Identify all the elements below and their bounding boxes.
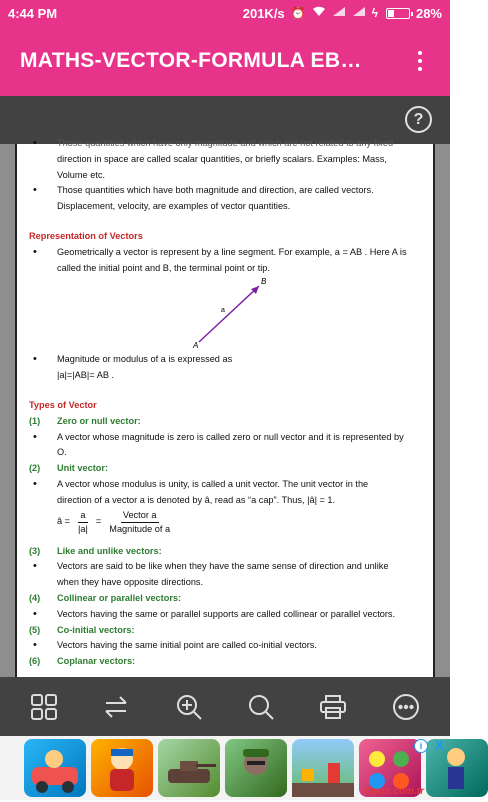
status-bar xyxy=(0,0,450,26)
paragraph-line: O. xyxy=(57,447,67,458)
paragraph-line: when they have opposite directions. xyxy=(57,577,204,588)
ad-brand-label: Oyun.com.tr xyxy=(365,786,424,797)
numbered-heading xyxy=(29,591,423,607)
paragraph-line: A vector whose modulus is unity, is called a unit vector. The unit vector in the xyxy=(57,478,369,489)
document-content xyxy=(29,136,423,670)
signal-icon xyxy=(332,6,346,20)
vector-arrow-diagram xyxy=(29,276,423,352)
list-item xyxy=(29,352,423,384)
item-title: Like and unlike vectors: xyxy=(57,545,162,556)
vector-figure xyxy=(29,276,423,352)
network-speed: 201K/s xyxy=(242,5,285,21)
numbered-heading xyxy=(29,654,423,670)
wifi-icon xyxy=(312,6,326,20)
list-item xyxy=(29,559,423,591)
list-item xyxy=(29,477,423,509)
paragraph-line: direction in space are called scalar quantities, or briefly scalars. Examples: Mass, xyxy=(57,153,387,164)
ad-tile-runner[interactable] xyxy=(91,739,153,797)
numbered-heading xyxy=(29,414,423,430)
ad-banner[interactable] xyxy=(0,736,450,800)
paragraph-line: Volume etc. xyxy=(57,169,106,180)
list-item xyxy=(29,245,423,277)
bullet-icon: • xyxy=(33,430,37,443)
app-title: MATHS-VECTOR-FORMULA EB… xyxy=(20,49,362,72)
item-title: Co-initial vectors: xyxy=(57,624,135,635)
paragraph-line: Vectors are said to be like when they have the same sense of direction and unlike xyxy=(57,561,389,572)
formula: a = AB . Here A is xyxy=(334,246,407,257)
item-number: (2) xyxy=(29,463,41,474)
more-options-icon[interactable] xyxy=(386,687,426,727)
item-number: (1) xyxy=(29,415,41,426)
bullet-icon: • xyxy=(33,353,37,366)
item-title: Coplanar vectors: xyxy=(57,656,136,667)
paragraph-line: Those quantities which have both magnitude and direction, are called vectors. xyxy=(57,185,374,196)
ad-tile-tank[interactable] xyxy=(158,739,220,797)
paragraph-line: Vectors having the same or parallel supports are called collinear or parallel vectors. xyxy=(57,608,396,619)
list-item xyxy=(29,607,423,623)
help-button[interactable]: ? xyxy=(405,106,432,133)
bullet-icon: • xyxy=(33,560,37,573)
bullet-icon: • xyxy=(33,184,37,197)
ad-tile-platformer[interactable] xyxy=(292,739,354,797)
paragraph-line: called the initial point and B, the terminal point or tip. xyxy=(57,262,270,273)
paragraph-line: Displacement, velocity, are examples of vector quantities. xyxy=(57,201,291,212)
denominator: Magnitude of a xyxy=(109,523,171,534)
ad-tile-racing[interactable] xyxy=(24,739,86,797)
formula-lhs: â = xyxy=(57,516,71,527)
item-title: Collinear or parallel vectors: xyxy=(57,592,182,603)
status-time: 4:44 PM xyxy=(8,5,58,21)
bullet-icon: • xyxy=(33,639,37,652)
item-title: Zero or null vector: xyxy=(57,415,141,426)
paragraph-line: Vectors having the same initial point are called co-initial vectors. xyxy=(57,640,317,651)
battery-percent: 28% xyxy=(415,5,442,21)
equals-sign: = xyxy=(95,516,102,527)
section-heading: Types of Vector xyxy=(29,399,97,410)
numbered-heading xyxy=(29,544,423,560)
paragraph-line: Geometrically a vector is represent by a line segment. For example, xyxy=(57,246,333,257)
item-number: (3) xyxy=(29,545,41,556)
swap-direction-icon[interactable] xyxy=(96,687,136,727)
bullet-icon: • xyxy=(33,477,37,490)
label-capital-a: A xyxy=(193,341,199,351)
section-heading: Representation of Vectors xyxy=(29,230,143,241)
item-number: (4) xyxy=(29,592,41,603)
battery-icon xyxy=(386,8,410,19)
overflow-menu-icon[interactable] xyxy=(410,51,430,71)
ad-tile-soldier[interactable] xyxy=(225,739,287,797)
alarm-icon: ⏰ xyxy=(290,6,306,20)
thumbnail-grid-icon[interactable] xyxy=(24,687,64,727)
unit-vector-formula xyxy=(29,509,423,536)
list-item xyxy=(29,638,423,654)
fraction xyxy=(107,509,172,536)
numerator: a xyxy=(78,509,87,523)
item-title: Unit vector: xyxy=(57,463,109,474)
pdf-page xyxy=(15,137,435,677)
signal-icon-2 xyxy=(352,6,366,20)
list-item xyxy=(29,183,423,215)
formula: |a|=|AB|= AB . xyxy=(57,370,115,381)
numerator: Vector a xyxy=(121,509,159,523)
app-bar xyxy=(0,26,450,96)
item-number: (6) xyxy=(29,656,41,667)
list-item xyxy=(29,430,423,462)
print-icon[interactable] xyxy=(313,687,353,727)
list-item xyxy=(29,136,423,183)
fraction xyxy=(76,509,90,536)
bullet-icon: • xyxy=(33,607,37,620)
label-a: a xyxy=(221,307,225,315)
numbered-heading xyxy=(29,623,423,639)
denominator: |a| xyxy=(78,523,88,534)
paragraph-line: A vector whose magnitude is zero is called zero or null vector and it is represented by xyxy=(57,431,404,442)
bottom-toolbar xyxy=(0,677,450,736)
numbered-heading xyxy=(29,461,423,477)
paragraph-line: direction of a vector a is denoted by â, read as “a cap”. Thus, |â| = 1. xyxy=(57,494,336,505)
ad-close-icon[interactable]: X xyxy=(434,737,444,753)
search-icon[interactable] xyxy=(241,687,281,727)
zoom-in-icon[interactable] xyxy=(169,687,209,727)
ad-info-icon[interactable]: i xyxy=(414,739,428,753)
label-b: B xyxy=(261,277,267,287)
pdf-viewer[interactable] xyxy=(0,137,450,677)
paragraph-line: Magnitude or modulus of a is expressed as xyxy=(57,354,233,365)
clipped-line: Those quantities which have only magnitude and which are not related to any fixed xyxy=(57,138,394,148)
bullet-icon: • xyxy=(33,245,37,258)
bullet-icon: • xyxy=(33,137,37,149)
status-icons xyxy=(243,6,442,21)
charging-icon: ϟ xyxy=(371,6,378,20)
item-number: (5) xyxy=(29,624,41,635)
